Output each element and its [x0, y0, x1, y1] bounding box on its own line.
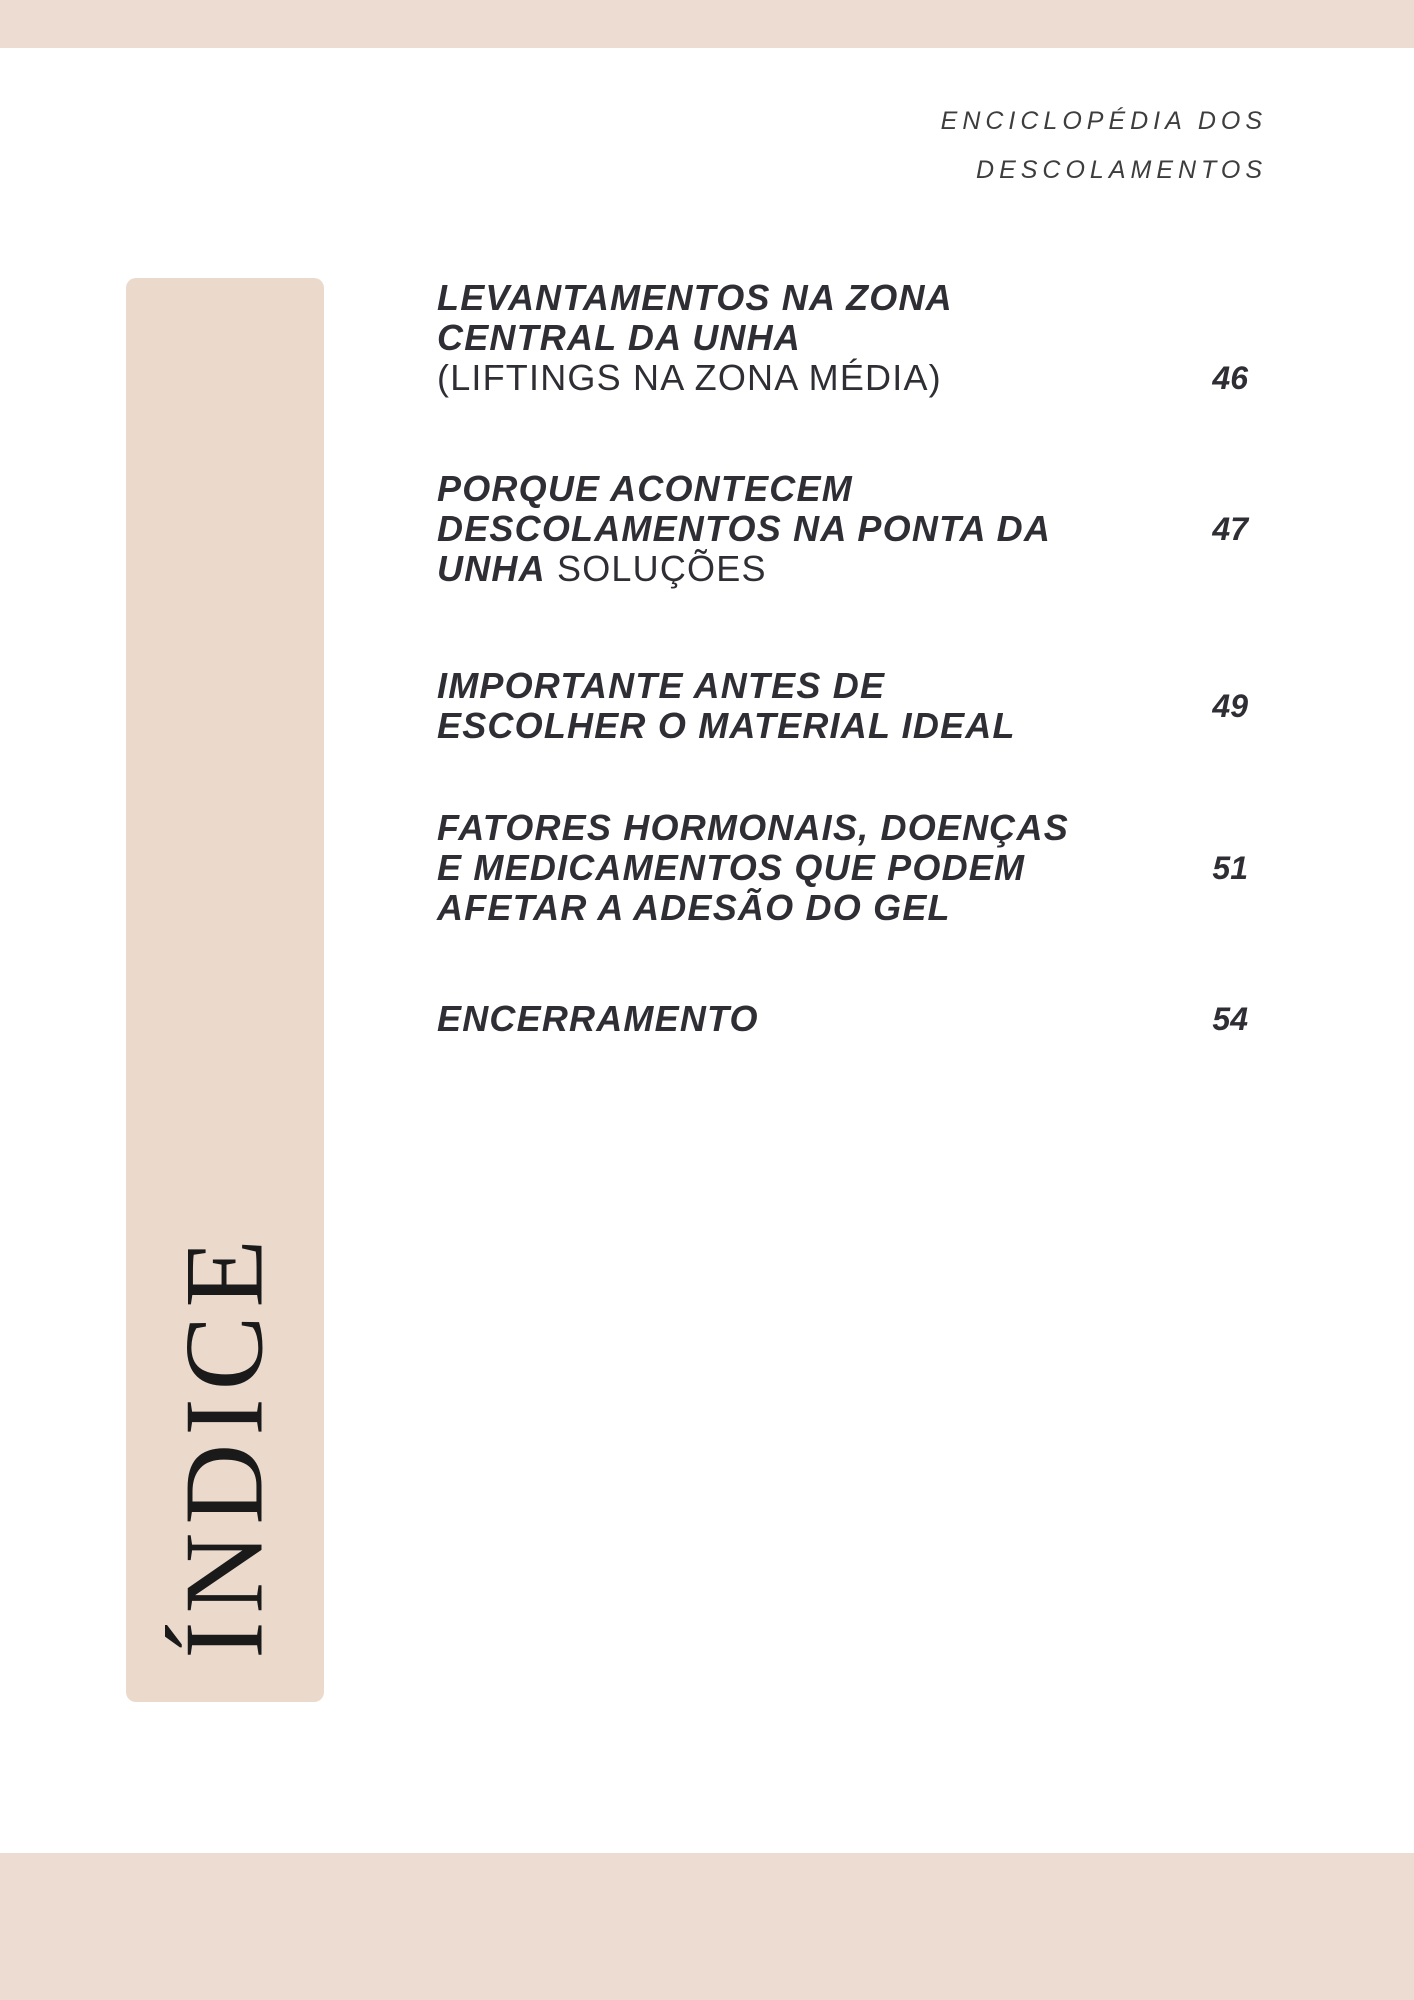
- toc-title-segment: UNHA: [437, 548, 546, 589]
- toc-entry-title: [437, 999, 759, 1039]
- toc-entry-title: [437, 666, 1016, 746]
- top-accent-strip: [0, 0, 1414, 48]
- index-vertical-label: ÍNDICE: [162, 1231, 287, 1659]
- toc-title-segment: DESCOLAMENTOS NA PONTA DA: [437, 508, 1052, 549]
- toc-title-line: [437, 706, 1016, 746]
- toc-title-segment: (LIFTINGS NA ZONA MÉDIA): [437, 357, 942, 398]
- toc-title-segment: FATORES HORMONAIS, DOENÇAS: [437, 807, 1069, 848]
- toc-title-segment: CENTRAL DA UNHA: [437, 317, 801, 358]
- toc-title-line: [437, 666, 1016, 706]
- toc-page-number: 46: [1212, 360, 1248, 396]
- toc-title-segment: SOLUÇÕES: [545, 548, 767, 589]
- toc-list: [437, 278, 1248, 1039]
- header-line-2: DESCOLAMENTOS: [976, 156, 1267, 184]
- toc-title-segment: PORQUE ACONTECEM: [437, 468, 853, 509]
- toc-page-number: 54: [1212, 1001, 1248, 1037]
- toc-title-line: [437, 318, 953, 358]
- toc-entry: [437, 666, 1248, 746]
- toc-title-segment: AFETAR A ADESÃO DO GEL: [437, 887, 951, 928]
- toc-title-line: [437, 358, 953, 398]
- toc-page-number: 51: [1212, 850, 1248, 886]
- toc-page-number: 49: [1212, 688, 1248, 724]
- header-line-1: ENCICLOPÉDIA DOS: [940, 107, 1267, 135]
- page-header: [941, 97, 1267, 195]
- toc-title-line: [437, 808, 1069, 848]
- toc-title-line: [437, 278, 953, 318]
- toc-page-number: 47: [1212, 511, 1248, 547]
- bottom-accent-strip: [0, 1853, 1414, 2000]
- toc-entry: [437, 808, 1248, 928]
- toc-title-segment: IMPORTANTE ANTES DE: [437, 665, 886, 706]
- toc-entry-title: [437, 808, 1069, 928]
- toc-entry: [437, 469, 1248, 589]
- toc-title-line: [437, 549, 1051, 589]
- index-sidebar-panel: [126, 278, 324, 1702]
- toc-title-line: [437, 469, 1051, 509]
- toc-title-segment: ESCOLHER O MATERIAL IDEAL: [437, 705, 1016, 746]
- toc-title-segment: E MEDICAMENTOS QUE PODEM: [437, 847, 1026, 888]
- toc-entry-title: [437, 278, 953, 398]
- toc-title-segment: LEVANTAMENTOS NA ZONA: [437, 277, 953, 318]
- toc-title-line: [437, 509, 1051, 549]
- toc-title-segment: ENCERRAMENTO: [437, 998, 759, 1039]
- toc-title-line: [437, 888, 1069, 928]
- toc-title-line: [437, 848, 1069, 888]
- toc-entry-title: [437, 469, 1051, 589]
- toc-entry: [437, 999, 1248, 1039]
- toc-entry: [437, 278, 1248, 398]
- toc-title-line: [437, 999, 759, 1039]
